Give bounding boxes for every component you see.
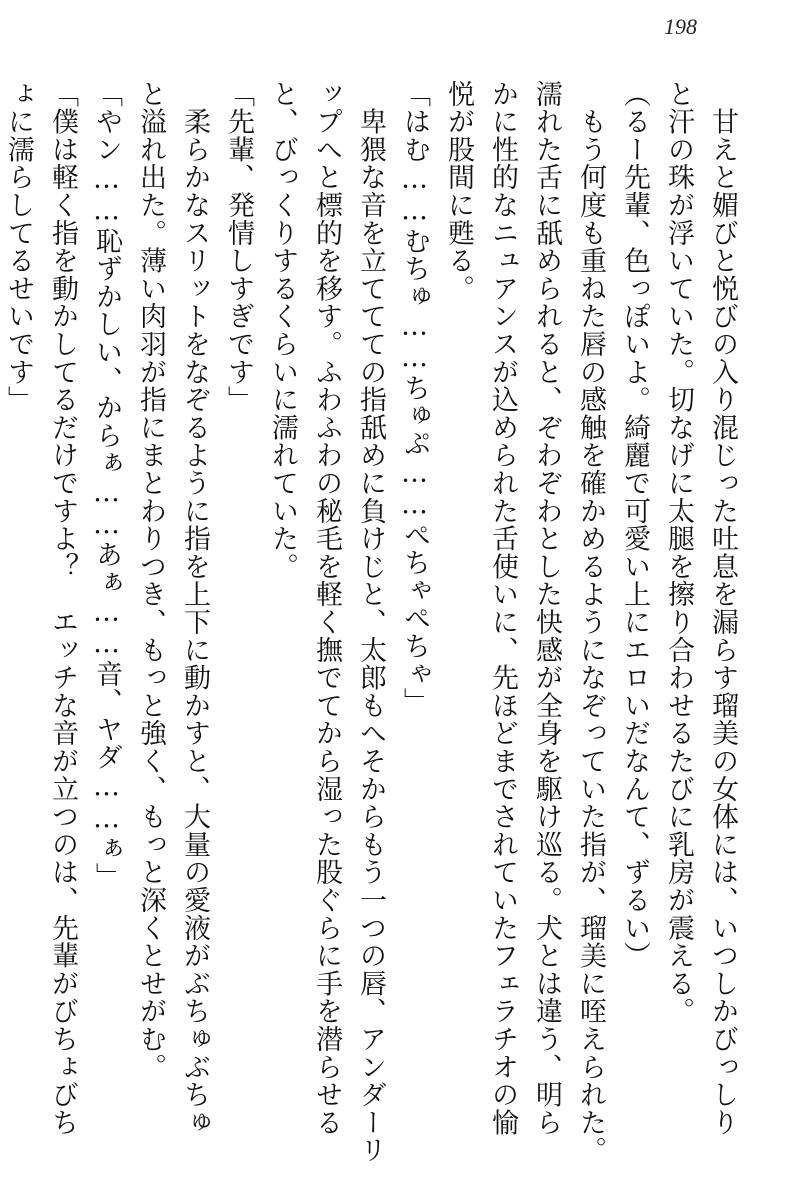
text-line: 甘えと媚びと悦びの入り混じった吐息を漏らす瑠美の女体には、いつしかびっしり	[707, 80, 738, 1137]
text-line: 濡れた舌に舐められると、ぞわぞわとした快感が全身を駆け巡る。犬とは違う、明ら	[531, 80, 562, 1137]
text-line: と、びっくりするくらいに濡れていた。	[267, 80, 298, 581]
text-line: 「僕は軽く指を動かしてるだけですよ？ エッチな音が立つのは、先輩がびちょびち	[47, 80, 78, 1137]
text-line: 「やン……恥ずかしい、からぁ……あぁ……音、ヤダ……ぁ」	[91, 80, 122, 891]
text-line: ップへと標的を移す。ふわふわの秘毛を軽く撫でてから湿った股ぐらに手を潜らせる	[311, 80, 342, 1137]
text-line: もう何度も重ねた唇の感触を確かめるようになぞっていた指が、瑠美に咥えられた。	[575, 80, 606, 1165]
text-line: ょに濡らしてるせいです」	[3, 80, 34, 414]
text-line: （るー先輩、色っぽいよ。綺麗で可愛い上にエロいだなんて、ずるい）	[619, 80, 650, 970]
body-text	[0, 80, 744, 1165]
text-line: 卑猥な音を立ててての指舐めに負けじと、太郎もへそからもう一つの唇、アンダーリ	[355, 80, 386, 1165]
text-line: 柔らかなスリットをなぞるように指を上下に動かすと、大量の愛液がぶちゅぶちゅ	[179, 80, 210, 1137]
text-line: 悦が股間に甦る。	[443, 80, 474, 303]
page-number: 198	[664, 14, 697, 39]
text-line: かに性的なニュアンスが込められた舌使いに、先ほどまでされていたフェラチオの愉	[487, 80, 518, 1137]
text-line: と溢れ出た。薄い肉羽が指にまとわりつき、もっと強く、もっと深くとせがむ。	[135, 80, 166, 1081]
text-line: と汗の珠が浮いていた。切なげに太腿を擦り合わせるたびに乳房が震える。	[663, 80, 694, 1026]
text-line: 「先輩、発情しすぎです」	[223, 80, 254, 414]
text-line: 「はむ……むちゅ……ちゅぷ……ぺちゃぺちゃ」	[399, 80, 430, 716]
